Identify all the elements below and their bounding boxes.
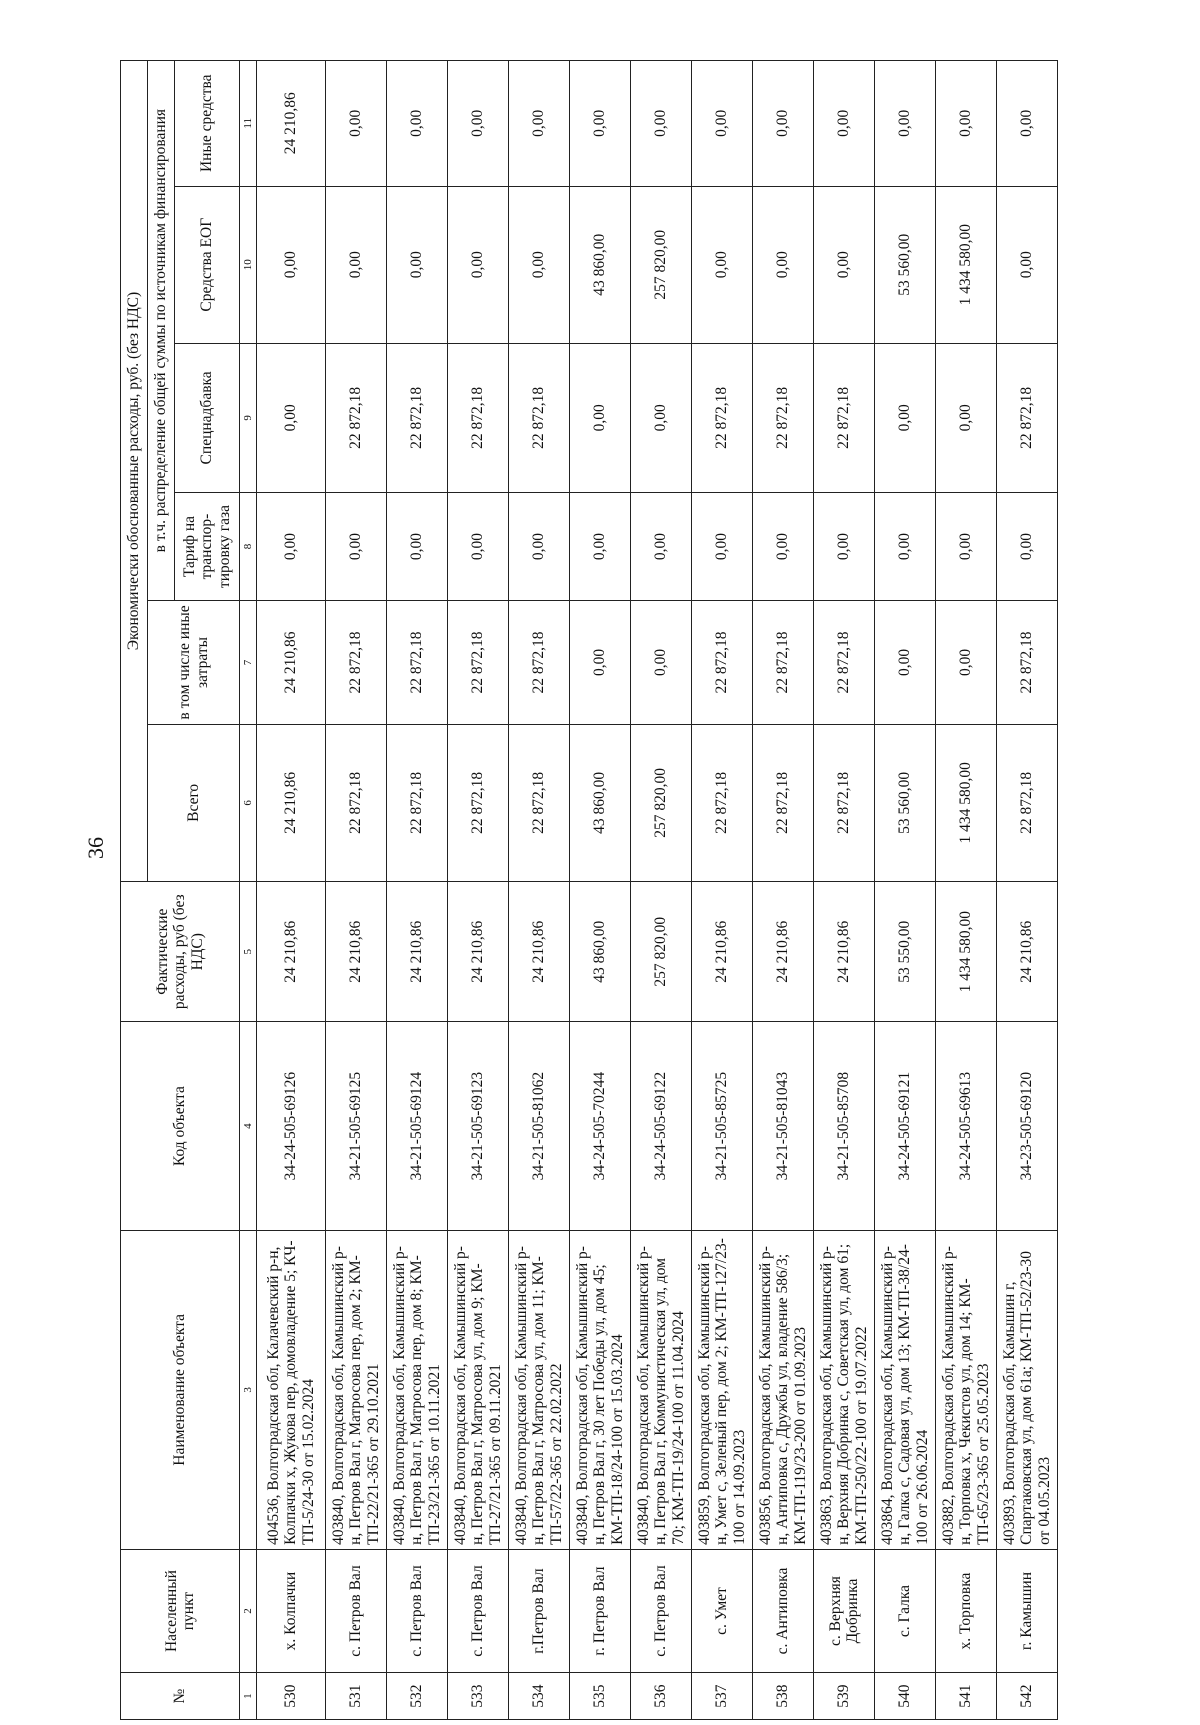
cell-other-funds: 0,00 [875,61,936,187]
column-number: 6 [240,724,257,881]
cell-tariff: 0,00 [692,492,753,600]
cell-special: 0,00 [936,343,997,492]
cell-tariff: 0,00 [814,492,875,600]
cell-name: 403840, Волгоградская обл, Камышинский р-н, Петров Вал г, Матросова ул, дом 9; КМ-ТП-27/21-365 от 09.11.2021 [448,1230,509,1549]
cell-other-funds: 0,00 [692,61,753,187]
table-row [753,61,814,1720]
cell-other-funds: 0,00 [753,61,814,187]
cell-name: 403840, Волгоградская обл, Камышинский р-н, Петров Вал г, Матросова ул, дом 11; КМ-ТП-57/22-365 от 22.02.2022 [509,1230,570,1549]
cell-code: 34-21-505-69123 [448,1022,509,1230]
cell-tariff: 0,00 [448,492,509,600]
table-row [570,61,631,1720]
col-tariff-header: Тариф на транспор-тировку газа [175,492,240,600]
table-body [257,61,1058,1720]
cell-total: 22 872,18 [814,724,875,881]
cell-no: 539 [814,1673,875,1720]
cell-eog: 0,00 [387,186,448,343]
col-code-header: Код объекта [121,1022,240,1230]
cell-eog: 0,00 [448,186,509,343]
column-number: 11 [240,61,257,187]
cell-locality: х. Колпачки [257,1549,326,1672]
cell-other-costs: 0,00 [936,601,997,724]
cell-total: 22 872,18 [997,724,1058,881]
funding-distribution-header: в т.ч. распределение общей суммы по источникам финансирования [148,61,175,601]
table-row [936,61,997,1720]
cell-eog: 0,00 [814,186,875,343]
cell-special: 22 872,18 [448,343,509,492]
cell-eog: 53 560,00 [875,186,936,343]
table-row [257,61,326,1720]
cell-locality: с. Антиповка [753,1549,814,1672]
cell-no: 541 [936,1673,997,1720]
table-row [814,61,875,1720]
cell-locality: с. Верхняя Добринка [814,1549,875,1672]
cell-actual: 1 434 580,00 [936,882,997,1022]
cell-actual: 43 860,00 [570,882,631,1022]
cell-eog: 0,00 [753,186,814,343]
cell-other-costs: 0,00 [631,601,692,724]
cell-eog: 0,00 [997,186,1058,343]
cell-eog: 43 860,00 [570,186,631,343]
cell-eog: 0,00 [326,186,387,343]
col-no-header: № [121,1673,240,1720]
cell-other-funds: 0,00 [387,61,448,187]
table-row [326,61,387,1720]
cell-locality: с. Петров Вал [448,1549,509,1672]
cell-other-costs: 22 872,18 [692,601,753,724]
cell-special: 22 872,18 [753,343,814,492]
cell-locality: г.Петров Вал [509,1549,570,1672]
column-numbers-row [240,61,257,1720]
econ-costs-header: Экономически обоснованные расходы, руб. (без НДС) [121,61,148,882]
table-row [448,61,509,1720]
cell-name: 403840, Волгоградская обл, Камышинский р-н, Петров Вал г, Матросова пер, дом 8; КМ-ТП-23/21-365 от 10.11.2021 [387,1230,448,1549]
cell-tariff: 0,00 [570,492,631,600]
cell-actual: 24 210,86 [509,882,570,1022]
cell-locality: с. Петров Вал [326,1549,387,1672]
cell-no: 535 [570,1673,631,1720]
cell-name: 403840, Волгоградская обл, Камышинский р-н, Петров Вал г, Коммунистическая ул, дом 70; КМ-ТП-19/24-100 от 11.04.2024 [631,1230,692,1549]
cell-tariff: 0,00 [326,492,387,600]
column-number: 2 [240,1549,257,1672]
cell-name: 403840, Волгоградская обл, Камышинский р-н, Петров Вал г, 30 лет Победы ул, дом 45; КМ-ТП-18/24-100 от 15.03.2024 [570,1230,631,1549]
cell-eog: 1 434 580,00 [936,186,997,343]
cell-total: 22 872,18 [509,724,570,881]
cell-name: 403840, Волгоградская обл, Камышинский р-н, Петров Вал г, Матросова пер, дом 2; КМ-ТП-22/21-365 от 29.10.2021 [326,1230,387,1549]
cell-other-funds: 0,00 [448,61,509,187]
cell-total: 43 860,00 [570,724,631,881]
cell-name: 404536, Волгоградская обл, Калачевский р-н, Колпачки х, Жукова пер, домовладение 5; КЧ-ТП-5/24-30 от 15.02.2024 [257,1230,326,1549]
cell-actual: 24 210,86 [814,882,875,1022]
column-number: 10 [240,186,257,343]
cell-other-funds: 0,00 [631,61,692,187]
cell-other-costs: 22 872,18 [387,601,448,724]
col-total-header: Всего [148,724,240,881]
cell-special: 22 872,18 [387,343,448,492]
cell-actual: 24 210,86 [692,882,753,1022]
cell-no: 536 [631,1673,692,1720]
table-row [631,61,692,1720]
cell-special: 22 872,18 [692,343,753,492]
cell-actual: 24 210,86 [448,882,509,1022]
cell-no: 532 [387,1673,448,1720]
cell-tariff: 0,00 [936,492,997,600]
cell-other-funds: 0,00 [997,61,1058,187]
cell-special: 22 872,18 [997,343,1058,492]
cell-special: 0,00 [257,343,326,492]
cell-actual: 24 210,86 [997,882,1058,1022]
col-eog-header: Средства ЕОГ [175,186,240,343]
col-name-header: Наименование объекта [121,1230,240,1549]
cell-total: 22 872,18 [753,724,814,881]
cell-code: 34-21-505-69124 [387,1022,448,1230]
cell-no: 540 [875,1673,936,1720]
cell-name: 403863, Волгоградская обл, Камышинский р-н, Верхняя Добринка с, Советская ул, дом 61; КМ-ТП-250/22-100 от 19.07.2022 [814,1230,875,1549]
cell-special: 0,00 [631,343,692,492]
cell-tariff: 0,00 [387,492,448,600]
cell-other-costs: 22 872,18 [814,601,875,724]
costs-table [120,60,1058,1720]
cell-total: 22 872,18 [387,724,448,881]
cell-special: 0,00 [570,343,631,492]
cell-code: 34-24-505-69122 [631,1022,692,1230]
page-number: 36 [83,837,108,859]
col-locality-header: Населенный пункт [121,1549,240,1672]
table-row [509,61,570,1720]
cell-code: 34-24-505-69126 [257,1022,326,1230]
cell-other-costs: 0,00 [875,601,936,724]
cell-special: 22 872,18 [326,343,387,492]
cell-other-funds: 0,00 [509,61,570,187]
cell-no: 531 [326,1673,387,1720]
cell-actual: 257 820,00 [631,882,692,1022]
col-special-header: Спецнадбавка [175,343,240,492]
cell-special: 0,00 [875,343,936,492]
cell-no: 533 [448,1673,509,1720]
cell-tariff: 0,00 [509,492,570,600]
column-number: 9 [240,343,257,492]
cell-locality: с. Петров Вал [387,1549,448,1672]
cell-actual: 24 210,86 [326,882,387,1022]
column-number: 7 [240,601,257,724]
cell-other-funds: 24 210,86 [257,61,326,187]
cell-total: 24 210,86 [257,724,326,881]
cell-total: 22 872,18 [692,724,753,881]
cell-eog: 257 820,00 [631,186,692,343]
cell-tariff: 0,00 [257,492,326,600]
column-number: 1 [240,1673,257,1720]
cell-locality: с. Петров Вал [631,1549,692,1672]
cell-name: 403882, Волгоградская обл, Камышинский р-н, Торповка х, Чекистов ул, дом 14; КМ-ТП-65/23-365 от 25.05.2023 [936,1230,997,1549]
cell-code: 34-21-505-69125 [326,1022,387,1230]
cell-code: 34-24-505-70244 [570,1022,631,1230]
cell-code: 34-21-505-81043 [753,1022,814,1230]
cell-other-funds: 0,00 [936,61,997,187]
header-row-1 [121,61,148,1720]
cell-no: 542 [997,1673,1058,1720]
cell-name: 403864, Волгоградская обл, Камышинский р-н, Галка с, Садовая ул, дом 13; КМ-ТП-38/24-100 от 26.06.2024 [875,1230,936,1549]
cell-tariff: 0,00 [875,492,936,600]
cell-code: 34-24-505-69121 [875,1022,936,1230]
cell-tariff: 0,00 [631,492,692,600]
cell-total: 257 820,00 [631,724,692,881]
cell-no: 538 [753,1673,814,1720]
cell-code: 34-21-505-81062 [509,1022,570,1230]
column-number: 8 [240,492,257,600]
cell-locality: г. Петров Вал [570,1549,631,1672]
col-other-costs-header: в том числе иные затраты [148,601,240,724]
cell-other-costs: 24 210,86 [257,601,326,724]
cell-total: 1 434 580,00 [936,724,997,881]
cell-total: 22 872,18 [326,724,387,881]
cell-tariff: 0,00 [997,492,1058,600]
cell-other-costs: 0,00 [570,601,631,724]
cell-locality: с. Галка [875,1549,936,1672]
cell-special: 22 872,18 [814,343,875,492]
cell-actual: 24 210,86 [387,882,448,1022]
cell-code: 34-21-505-85725 [692,1022,753,1230]
table-row [875,61,936,1720]
cell-special: 22 872,18 [509,343,570,492]
cell-other-costs: 22 872,18 [753,601,814,724]
cell-name: 403859, Волгоградская обл, Камышинский р-н, Умет с, Зеленый пер, дом 2; КМ-ТП-127/23-100 от 14.09.2023 [692,1230,753,1549]
cell-actual: 53 550,00 [875,882,936,1022]
cell-actual: 24 210,86 [257,882,326,1022]
cell-no: 530 [257,1673,326,1720]
cell-name: 403893, Волгоградская обл, Камышин г, Спартаковская ул, дом 61а; КМ-ТП-52/23-30 от 04.05.2023 [997,1230,1058,1549]
table-row [692,61,753,1720]
cell-tariff: 0,00 [753,492,814,600]
cell-locality: г. Камышин [997,1549,1058,1672]
cell-eog: 0,00 [509,186,570,343]
col-other-funds-header: Иные средства [175,61,240,187]
cell-other-funds: 0,00 [570,61,631,187]
cell-other-funds: 0,00 [814,61,875,187]
cell-other-funds: 0,00 [326,61,387,187]
cell-locality: х. Торповка [936,1549,997,1672]
cell-actual: 24 210,86 [753,882,814,1022]
column-number: 3 [240,1230,257,1549]
cell-code: 34-23-505-69120 [997,1022,1058,1230]
cell-other-costs: 22 872,18 [509,601,570,724]
cell-no: 534 [509,1673,570,1720]
cell-eog: 0,00 [692,186,753,343]
col-actual-header: Фактические расходы, руб (без НДС) [121,882,240,1022]
cell-total: 53 560,00 [875,724,936,881]
rotated-table-container [120,60,1200,1720]
cell-eog: 0,00 [257,186,326,343]
table-row [387,61,448,1720]
cell-name: 403856, Волгоградская обл, Камышинский р-н, Антиповка с, Дружбы ул, владение 586/3; КМ-ТП-119/23-200 от 01.09.2023 [753,1230,814,1549]
column-number: 4 [240,1022,257,1230]
cell-other-costs: 22 872,18 [326,601,387,724]
cell-locality: с. Умет [692,1549,753,1672]
cell-other-costs: 22 872,18 [997,601,1058,724]
cell-total: 22 872,18 [448,724,509,881]
cell-code: 34-21-505-85708 [814,1022,875,1230]
column-number: 5 [240,882,257,1022]
cell-no: 537 [692,1673,753,1720]
cell-other-costs: 22 872,18 [448,601,509,724]
cell-code: 34-24-505-69613 [936,1022,997,1230]
table-row [997,61,1058,1720]
